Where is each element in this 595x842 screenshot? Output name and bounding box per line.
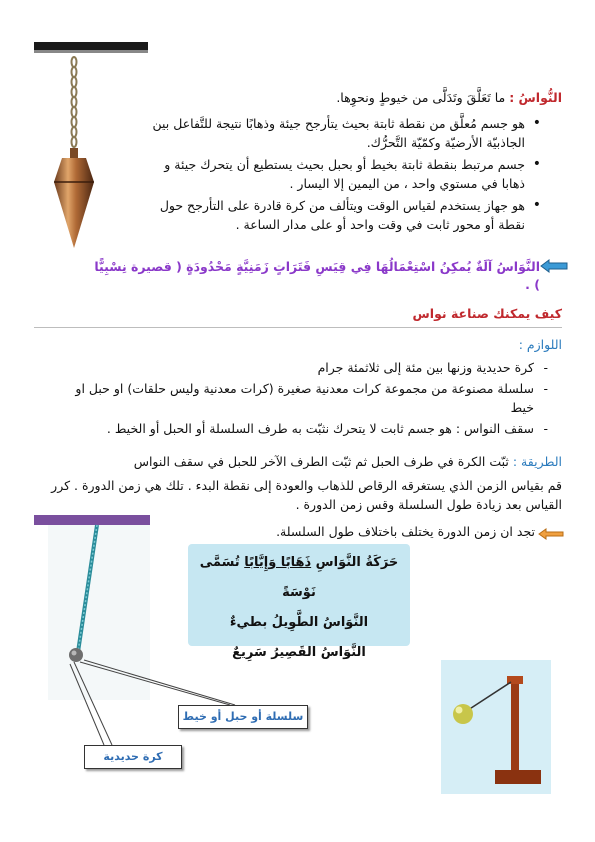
material-item: - كرة حديدية وزنها بين مئة إلى ثلاثمئة جرام xyxy=(60,358,534,377)
stand-pendulum-image xyxy=(441,660,551,794)
materials-title: اللوازم : xyxy=(518,337,562,352)
section-heading-text: كيف يمكنك صناعة نواس xyxy=(412,306,562,321)
chain-label: سلسلة أو حبل أو خيط xyxy=(178,705,308,729)
bullet-item: • هو جسم مُعلَّق من نقطة ثابتة بحيث يتأرجح جيئة وذهابًا نتيجة للتَّفاعل بين الجاذبيّة الأرضيّة وكمّيّة التَّحرُّك. xyxy=(145,114,525,152)
method-text: ثبّت الكرة في طرف الحبل ثم ثبّت الطرف الآخر للحبل في سقف النواس xyxy=(133,454,509,469)
box-line-3: النَّوَاسُ القَصِيرُ سَرِيعٌ xyxy=(232,645,366,660)
bullet-item: • هو جهاز يستخدم لقياس الوقت ويتألف من كرة قادرة على التأرجح حول نقطة أو محور ثابت في وقت واحد أو على مدار الساعة . xyxy=(145,196,525,234)
highlight-text: النَّوَاسُ آلَةٌ يُمكِنُ اسْتِعْمَالُهَا فِي قِيَسِ فَتَرَاتٍ زَمَنِيَّةٍ مَحْدُودَةٍ ( قصيرة نِسْبِيًّا ) . xyxy=(94,259,540,292)
box-line-1-c: تُسَمَّى نَوْسَةً xyxy=(199,555,316,600)
measure-text: قم بقياس الزمن الذي يستغرقه الرقاص للذهاب والعودة إلى نقطة البدء . تلك هي زمن الدورة . كرر القياس بعد زيادة طول السلسلة وقس زمن الدورة . xyxy=(51,478,562,512)
definition-text: ما تَعَلَّقَ وتَدَلَّى من خيوطٍ ونحوِها. xyxy=(336,90,506,105)
material-item: - سقف النواس : هو جسم ثابت لا يتحرك نثبّت به طرف السلسلة أو الحبل أو الخيط . xyxy=(60,419,534,438)
box-line-2: النَّوَاسُ الطَّوِيلُ بطيءٌ xyxy=(229,615,369,630)
box-line-1-a: حَرَكَةُ النَّوَاسِ xyxy=(315,555,399,570)
ball-label: كرة حديدية xyxy=(84,745,182,769)
note-text: تجد ان زمن الدورة يختلف باختلاف طول السلسلة. xyxy=(276,524,535,539)
bullet-item: • جسم مرتبط بنقطة ثابتة بخيط أو بحبل بحيث يستطيع أن يتحرك جيئة و ذهابا في مستوي واحد ، من اليمين إلا اليسار . xyxy=(145,155,525,193)
method-label: الطريقة : xyxy=(512,454,562,469)
box-line-1-b: ذَهَابًا وَإِيَّابًا xyxy=(244,555,312,570)
material-item: - سلسلة مصنوعة من مجموعة كرات معدنية صغيرة (كرات معدنية وليس حلقات) او حبل او خيط xyxy=(60,379,534,417)
definition-term: النُّواسُ : xyxy=(509,90,562,105)
